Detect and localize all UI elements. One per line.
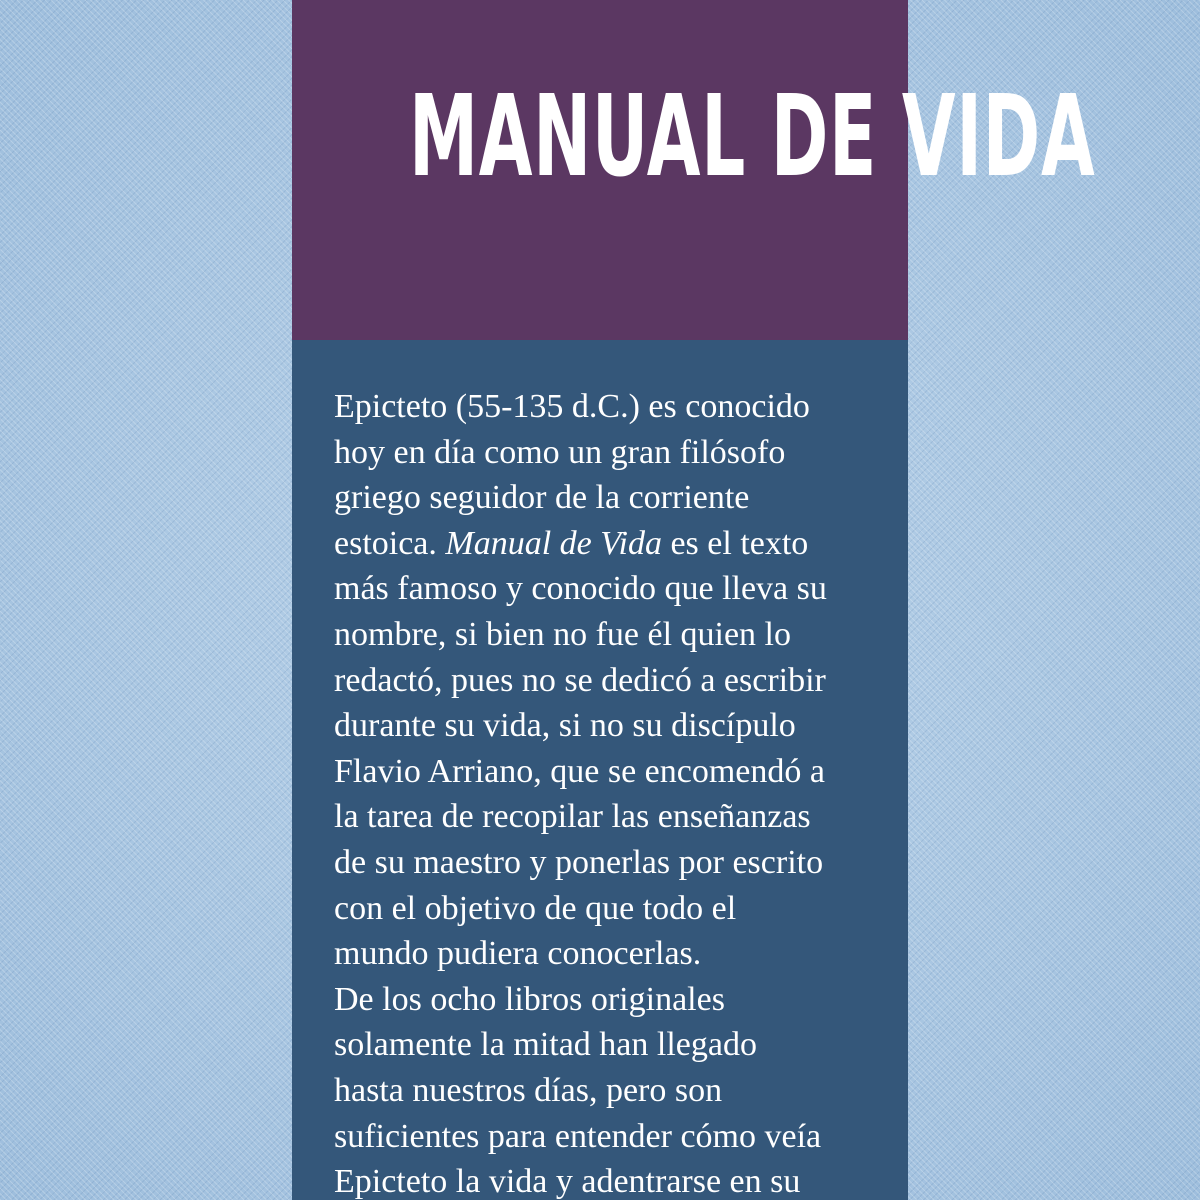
blurb-line: nombre, si bien no fue él quien lo <box>334 615 792 653</box>
blurb-band <box>292 340 908 1200</box>
blurb-line: Epicteto (55-135 d.C.) es conocido <box>334 388 810 425</box>
blurb-line: hasta nuestros días, pero son <box>334 1071 723 1109</box>
blurb-line: suficientes para entender cómo veía <box>334 1117 822 1155</box>
blurb-line: Flavio Arriano, que se encomendó a <box>334 752 825 790</box>
book-blurb <box>334 384 894 1200</box>
blurb-line: de su maestro y ponerlas por escrito <box>334 843 824 881</box>
blurb-line: solamente la mitad han llegado <box>334 1026 757 1064</box>
blurb-line: durante su vida, si no su discípulo <box>334 707 796 745</box>
blurb-line: con el objetivo de que todo el <box>334 889 737 927</box>
blurb-line: De los ocho libros originales <box>334 980 725 1018</box>
blurb-line: la tarea de recopilar las enseñanzas <box>334 798 811 836</box>
blurb-book-title-italic: Manual de Vida <box>445 524 662 562</box>
back-cover-column <box>292 0 1096 1200</box>
blurb-text: es el texto <box>661 524 809 562</box>
blurb-line: redactó, pues no se dedicó a escribir <box>334 661 826 699</box>
blurb-line: Epicteto la vida y adentrarse en su <box>334 1163 801 1200</box>
blurb-text: estoica. <box>334 524 446 562</box>
title-band <box>292 0 1096 340</box>
blurb-line: mundo pudiera conocerlas. <box>334 935 702 973</box>
blurb-line: más famoso y conocido que lleva su <box>334 570 827 608</box>
blurb-line <box>334 521 894 567</box>
book-title: MANUAL DE VIDA <box>409 72 1096 202</box>
blurb-line: griego seguidor de la corriente <box>334 479 750 517</box>
blurb-line: hoy en día como un gran filósofo <box>334 433 786 471</box>
